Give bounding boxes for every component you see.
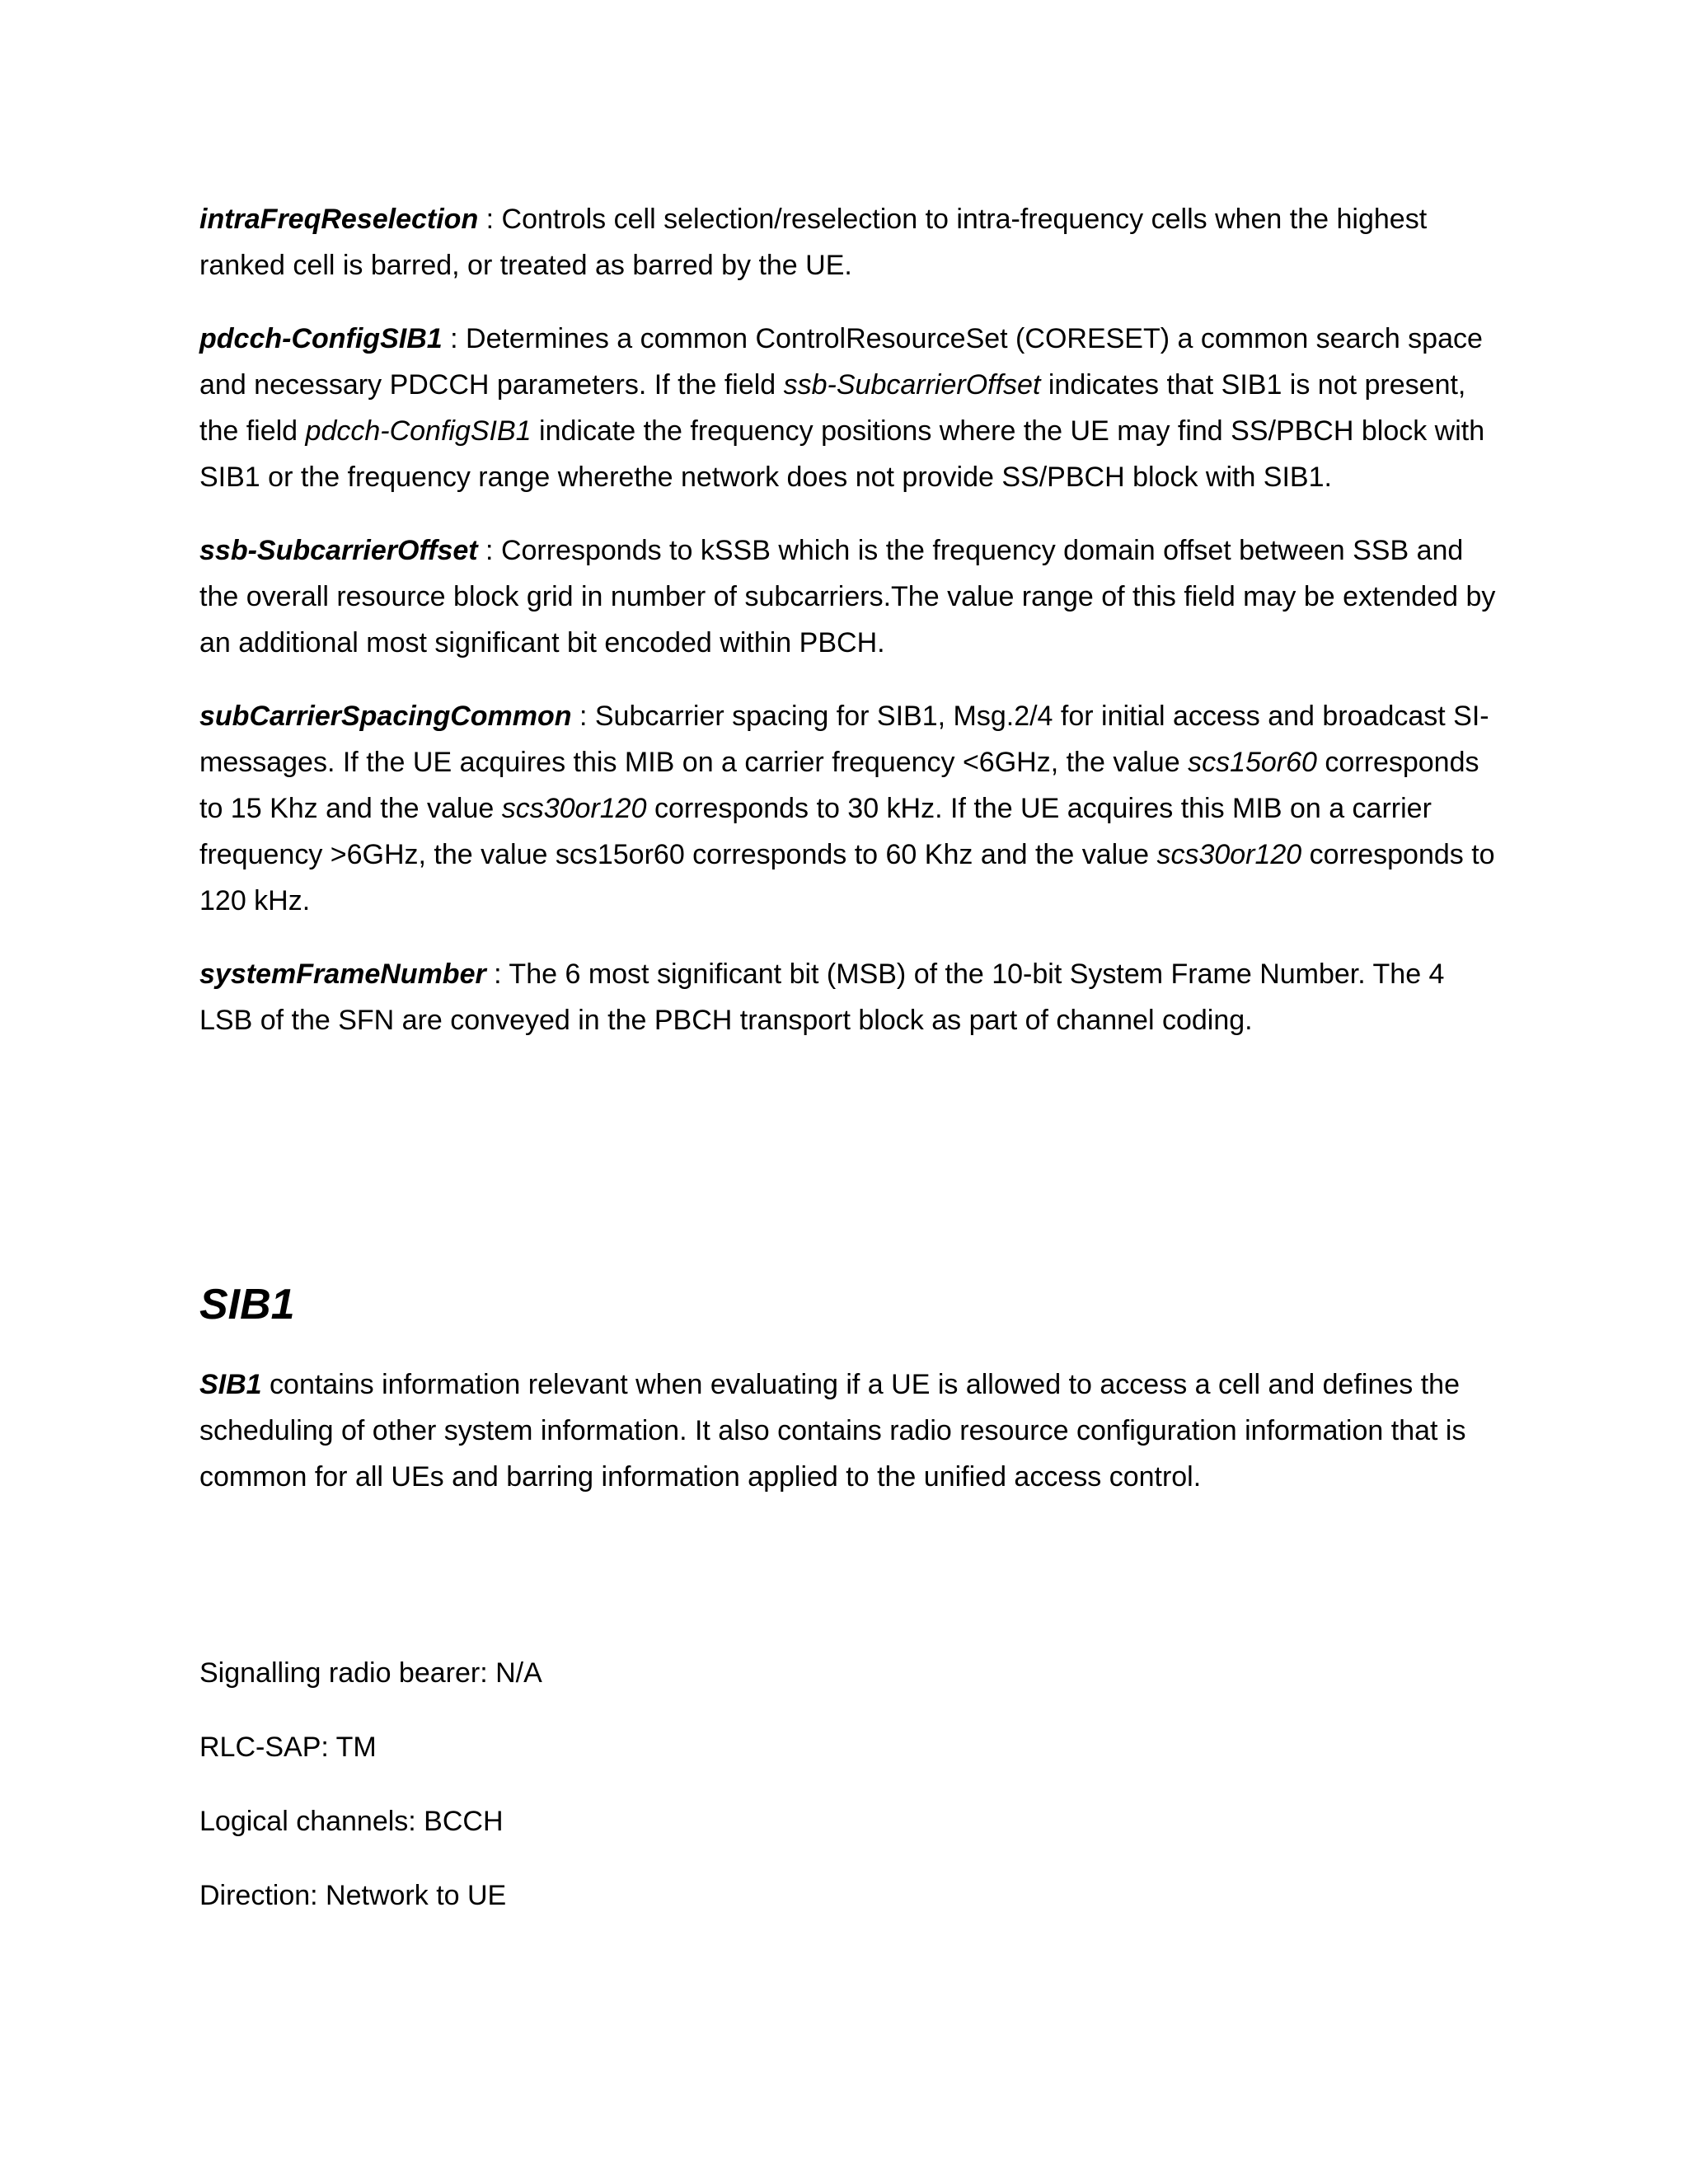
field-description: : Corresponds to kSSB which is the frequency domain offset between SSB and the overall resource block grid in number of subcarriers.The value range of this field may be extended by an additional most significant bit encoded within PBCH. (199, 535, 1496, 658)
field-term: ssb-SubcarrierOffset (199, 535, 478, 566)
field-definition (199, 693, 1502, 924)
field-description: : The 6 most significant bit (MSB) of the 10-bit System Frame Number. The 4 LSB of the SFN are conveyed in the PBCH transport block as part of channel coding. (199, 958, 1445, 1036)
property-direction: Direction: Network to UE (199, 1880, 507, 1911)
field-description: indicate the frequency positions where the UE may find SS/PBCH block with SIB1 or the frequency range wherethe network does not provide SS/PBCH block with SIB1. (199, 415, 1485, 493)
field-reference: pdcch-ConfigSIB1 (305, 415, 532, 447)
field-term: pdcch-ConfigSIB1 (199, 323, 443, 354)
field-term: systemFrameNumber (199, 958, 486, 990)
field-definitions (199, 196, 1502, 1071)
message-properties (199, 1650, 1502, 1947)
property-logical-channels: Logical channels: BCCH (199, 1806, 504, 1837)
field-definition (199, 951, 1502, 1043)
field-term: subCarrierSpacingCommon (199, 701, 572, 732)
field-reference: ssb-SubcarrierOffset (783, 369, 1041, 401)
field-description: : Controls cell selection/reselection to intra-frequency cells when the highest ranked cell is barred, or treated as barred by the UE. (199, 204, 1428, 281)
intro-text: contains information relevant when evaluating if a UE is allowed to access a cell and defines the scheduling of other system information. It also contains radio resource configuration information that is common for all UEs and barring information applied to the unified access control. (199, 1369, 1466, 1493)
section-heading: SIB1 (199, 1281, 295, 1329)
field-description: indicates that SIB1 is not present, the field (199, 369, 1466, 447)
field-definition (199, 316, 1502, 500)
field-description: corresponds to 15 Khz and the value (199, 747, 1479, 824)
field-description: : Determines a common ControlResourceSet (CORESET) a common search space and necessary PDCCH parameters. If the field (199, 323, 1483, 401)
field-description: corresponds to 120 kHz. (199, 839, 1495, 916)
field-value: scs30or120 (501, 793, 647, 824)
field-term: intraFreqReselection (199, 204, 479, 235)
field-definition (199, 527, 1502, 666)
field-value: scs30or120 (1156, 839, 1302, 870)
property-signalling-radio-bearer: Signalling radio bearer: N/A (199, 1657, 542, 1689)
section-intro (199, 1361, 1502, 1527)
field-definition (199, 196, 1502, 288)
intro-term: SIB1 (199, 1369, 262, 1400)
field-description: corresponds to 30 kHz. If the UE acquires this MIB on a carrier frequency >6GHz, the value scs15or60 corresponds to 60 Khz and the value (199, 793, 1432, 870)
intro-paragraph (199, 1361, 1502, 1500)
field-value: scs15or60 (1188, 747, 1317, 778)
property-rlc-sap: RLC-SAP: TM (199, 1732, 377, 1763)
field-description: : Subcarrier spacing for SIB1, Msg.2/4 for initial access and broadcast SI-messages. If the UE acquires this MIB on a carrier frequency <6GHz, the value (199, 701, 1489, 778)
